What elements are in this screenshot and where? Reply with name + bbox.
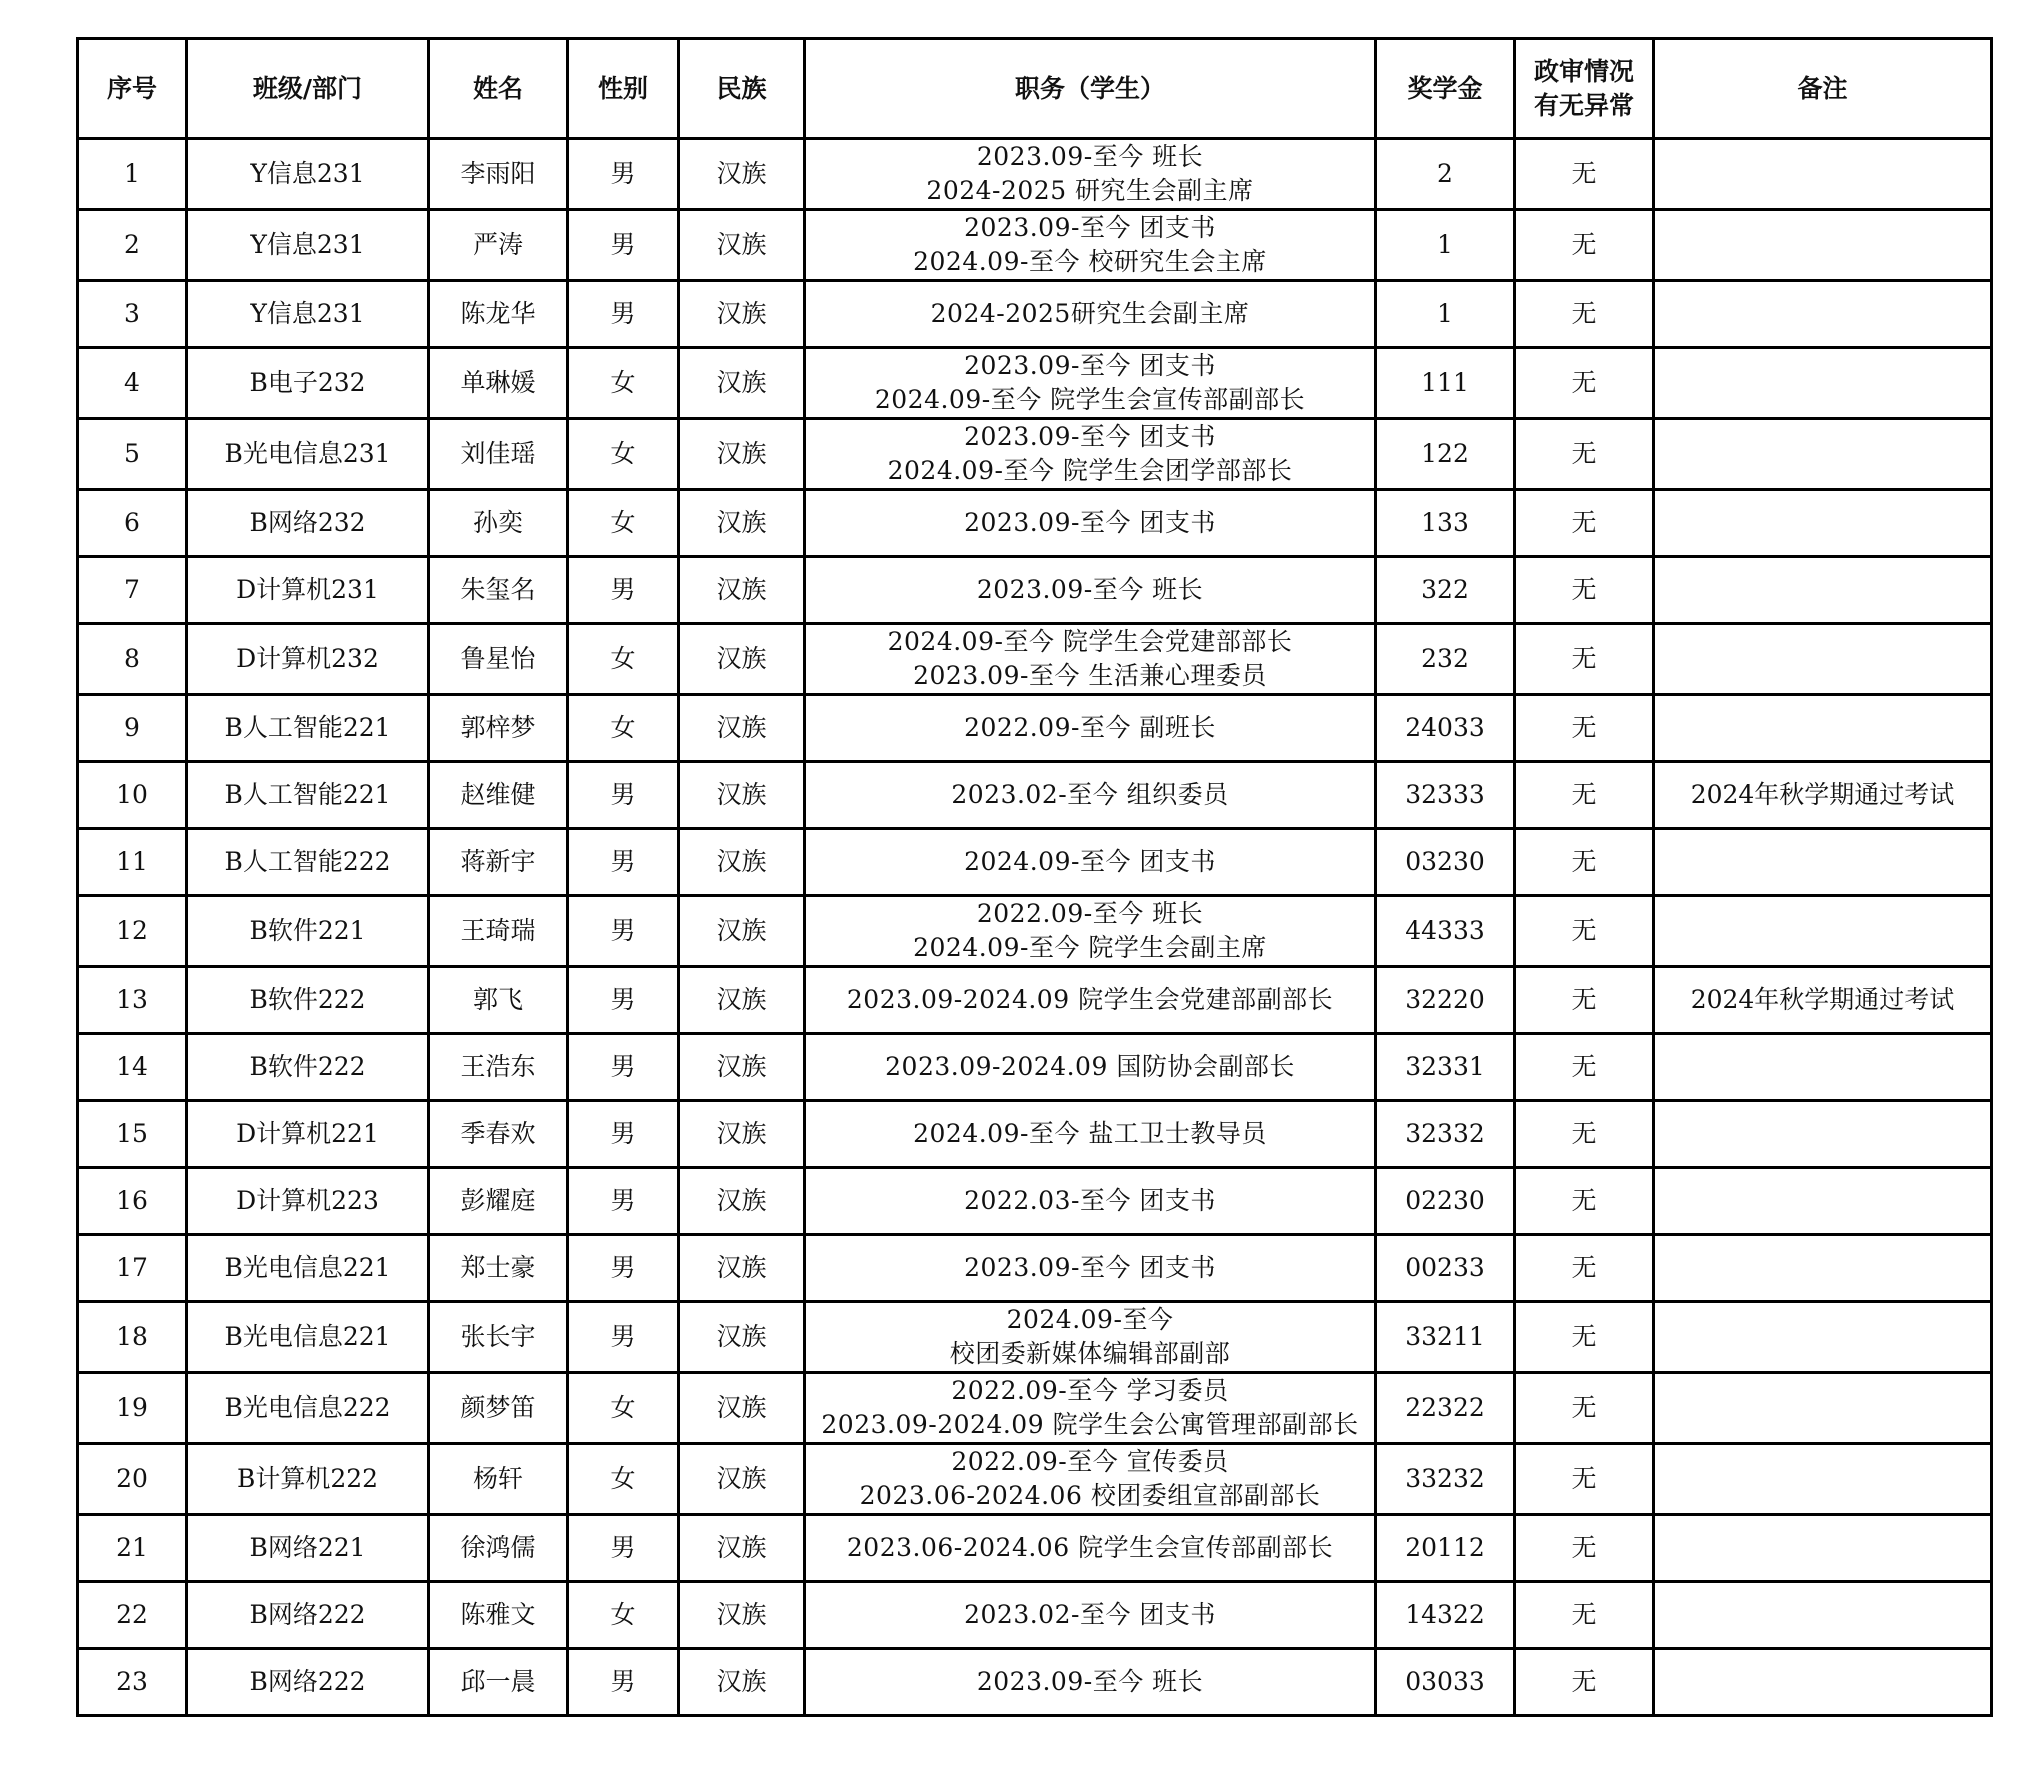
row-duty-cell <box>805 490 1376 557</box>
row-name-cell: 郑士豪 <box>429 1235 568 1302</box>
row-no-cell: 10 <box>78 762 187 829</box>
row-gender-cell: 女 <box>568 348 679 419</box>
row-class-cell: B网络232 <box>187 490 429 557</box>
row-duty-cell <box>805 1649 1376 1716</box>
row-remarks-cell <box>1654 210 1992 281</box>
row-scholarship-cell: 44333 <box>1376 896 1515 967</box>
row-ethnicity-cell: 汉族 <box>679 1444 805 1515</box>
row-class-cell: B计算机222 <box>187 1444 429 1515</box>
duty-line: 2024.09-至今 院学生会团学部部长 <box>887 456 1293 485</box>
row-name-cell: 刘佳瑶 <box>429 419 568 490</box>
row-ethnicity-cell: 汉族 <box>679 967 805 1034</box>
row-ethnicity-cell: 汉族 <box>679 1034 805 1101</box>
row-gender-cell: 男 <box>568 1168 679 1235</box>
row-remarks-cell <box>1654 624 1992 695</box>
row-name-cell: 李雨阳 <box>429 139 568 210</box>
row-no-cell: 18 <box>78 1302 187 1373</box>
row-remarks-cell <box>1654 1235 1992 1302</box>
row-no-cell: 6 <box>78 490 187 557</box>
row-scholarship-cell: 32333 <box>1376 762 1515 829</box>
table-row <box>78 1444 1992 1515</box>
table-row <box>78 695 1992 762</box>
row-gender-cell: 女 <box>568 1582 679 1649</box>
row-ethnicity-cell: 汉族 <box>679 281 805 348</box>
row-name-cell: 鲁星怡 <box>429 624 568 695</box>
row-duty-cell <box>805 1515 1376 1582</box>
row-ethnicity-cell: 汉族 <box>679 210 805 281</box>
row-ethnicity-cell: 汉族 <box>679 1373 805 1444</box>
duty-line: 2024-2025研究生会副主席 <box>930 299 1250 328</box>
header-political-review-line-2: 有无异常 <box>1533 90 1634 120</box>
row-name-cell: 张长宇 <box>429 1302 568 1373</box>
row-class-cell: Y信息231 <box>187 139 429 210</box>
table-row <box>78 557 1992 624</box>
header-political-review <box>1515 39 1654 139</box>
row-no-cell: 8 <box>78 624 187 695</box>
row-scholarship-cell: 322 <box>1376 557 1515 624</box>
row-duty-cell <box>805 139 1376 210</box>
row-scholarship-cell: 1 <box>1376 210 1515 281</box>
row-duty-cell <box>805 281 1376 348</box>
table-row <box>78 896 1992 967</box>
row-scholarship-cell: 20112 <box>1376 1515 1515 1582</box>
duty-line: 2022.09-至今 副班长 <box>964 713 1216 742</box>
table-row <box>78 624 1992 695</box>
row-remarks-cell <box>1654 695 1992 762</box>
row-political-review-cell: 无 <box>1515 1168 1654 1235</box>
row-class-cell: B软件222 <box>187 1034 429 1101</box>
row-no-cell: 23 <box>78 1649 187 1716</box>
row-political-review-cell: 无 <box>1515 695 1654 762</box>
row-remarks-cell <box>1654 419 1992 490</box>
row-class-cell: Y信息231 <box>187 210 429 281</box>
duty-line: 2023.09-至今 生活兼心理委员 <box>913 661 1267 690</box>
table-row <box>78 1582 1992 1649</box>
row-duty-cell <box>805 1034 1376 1101</box>
row-remarks-cell <box>1654 1168 1992 1235</box>
row-name-cell: 颜梦笛 <box>429 1373 568 1444</box>
row-remarks-cell <box>1654 829 1992 896</box>
table-row <box>78 1373 1992 1444</box>
row-name-cell: 朱玺名 <box>429 557 568 624</box>
student-cadre-table <box>76 37 1993 1717</box>
row-name-cell: 邱一晨 <box>429 1649 568 1716</box>
table-row <box>78 1649 1992 1716</box>
duty-line: 2023.09-至今 团支书 <box>964 1253 1216 1282</box>
row-gender-cell: 男 <box>568 1649 679 1716</box>
header-gender: 性别 <box>568 39 679 139</box>
row-scholarship-cell: 133 <box>1376 490 1515 557</box>
row-name-cell: 孙奕 <box>429 490 568 557</box>
row-duty-cell <box>805 896 1376 967</box>
row-gender-cell: 男 <box>568 1101 679 1168</box>
row-scholarship-cell: 02230 <box>1376 1168 1515 1235</box>
duty-line: 2023.06-2024.06 校团委组宣部副部长 <box>859 1481 1321 1510</box>
row-remarks-cell <box>1654 1444 1992 1515</box>
row-name-cell: 杨轩 <box>429 1444 568 1515</box>
row-class-cell: B光电信息221 <box>187 1302 429 1373</box>
row-remarks-cell <box>1654 557 1992 624</box>
duty-line: 2024.09-至今 <box>1006 1305 1174 1334</box>
row-duty-cell <box>805 419 1376 490</box>
row-ethnicity-cell: 汉族 <box>679 419 805 490</box>
row-political-review-cell: 无 <box>1515 1235 1654 1302</box>
row-name-cell: 蒋新宇 <box>429 829 568 896</box>
row-political-review-cell: 无 <box>1515 896 1654 967</box>
row-class-cell: B人工智能222 <box>187 829 429 896</box>
table-row <box>78 967 1992 1034</box>
header-political-review-line-1: 政审情况 <box>1533 56 1634 86</box>
row-ethnicity-cell: 汉族 <box>679 348 805 419</box>
row-ethnicity-cell: 汉族 <box>679 829 805 896</box>
row-scholarship-cell: 00233 <box>1376 1235 1515 1302</box>
row-name-cell: 单琳媛 <box>429 348 568 419</box>
row-scholarship-cell: 33232 <box>1376 1444 1515 1515</box>
duty-line: 2024-2025 研究生会副主席 <box>926 176 1254 205</box>
header-ethnicity: 民族 <box>679 39 805 139</box>
row-class-cell: D计算机221 <box>187 1101 429 1168</box>
row-duty-cell <box>805 829 1376 896</box>
row-duty-cell <box>805 1302 1376 1373</box>
row-duty-cell <box>805 210 1376 281</box>
row-no-cell: 7 <box>78 557 187 624</box>
table-row <box>78 1302 1992 1373</box>
duty-line: 2024.09-至今 院学生会党建部部长 <box>887 627 1293 656</box>
row-duty-cell <box>805 1168 1376 1235</box>
row-duty-cell <box>805 695 1376 762</box>
table-row <box>78 1235 1992 1302</box>
row-remarks-cell <box>1654 1034 1992 1101</box>
row-political-review-cell: 无 <box>1515 348 1654 419</box>
row-name-cell: 陈龙华 <box>429 281 568 348</box>
table-row <box>78 1034 1992 1101</box>
row-no-cell: 15 <box>78 1101 187 1168</box>
row-ethnicity-cell: 汉族 <box>679 624 805 695</box>
row-scholarship-cell: 122 <box>1376 419 1515 490</box>
row-gender-cell: 男 <box>568 762 679 829</box>
row-gender-cell: 男 <box>568 896 679 967</box>
row-no-cell: 16 <box>78 1168 187 1235</box>
duty-line: 2023.09-至今 团支书 <box>964 508 1216 537</box>
table-row <box>78 829 1992 896</box>
row-gender-cell: 男 <box>568 1034 679 1101</box>
row-scholarship-cell: 1 <box>1376 281 1515 348</box>
row-scholarship-cell: 22322 <box>1376 1373 1515 1444</box>
duty-line: 2024.09-至今 院学生会副主席 <box>913 933 1267 962</box>
row-gender-cell: 男 <box>568 210 679 281</box>
table-row <box>78 139 1992 210</box>
row-class-cell: D计算机223 <box>187 1168 429 1235</box>
row-gender-cell: 男 <box>568 139 679 210</box>
table-row <box>78 1515 1992 1582</box>
row-political-review-cell: 无 <box>1515 1649 1654 1716</box>
row-duty-cell <box>805 624 1376 695</box>
row-gender-cell: 女 <box>568 624 679 695</box>
row-duty-cell <box>805 557 1376 624</box>
table-row <box>78 348 1992 419</box>
row-gender-cell: 女 <box>568 490 679 557</box>
row-ethnicity-cell: 汉族 <box>679 1302 805 1373</box>
row-name-cell: 王琦瑞 <box>429 896 568 967</box>
row-gender-cell: 男 <box>568 967 679 1034</box>
row-no-cell: 17 <box>78 1235 187 1302</box>
duty-line: 2023.09-2024.09 国防协会副部长 <box>885 1052 1295 1081</box>
row-ethnicity-cell: 汉族 <box>679 1235 805 1302</box>
row-remarks-cell <box>1654 1515 1992 1582</box>
table-header-row <box>78 39 1992 139</box>
table-row <box>78 1168 1992 1235</box>
row-name-cell: 彭耀庭 <box>429 1168 568 1235</box>
row-scholarship-cell: 111 <box>1376 348 1515 419</box>
table-row <box>78 281 1992 348</box>
row-political-review-cell: 无 <box>1515 557 1654 624</box>
table-row <box>78 210 1992 281</box>
row-political-review-cell: 无 <box>1515 624 1654 695</box>
duty-line: 2022.09-至今 班长 <box>976 899 1204 928</box>
row-name-cell: 赵维健 <box>429 762 568 829</box>
row-class-cell: B光电信息231 <box>187 419 429 490</box>
row-ethnicity-cell: 汉族 <box>679 695 805 762</box>
row-remarks-cell <box>1654 1582 1992 1649</box>
row-name-cell: 陈雅文 <box>429 1582 568 1649</box>
row-name-cell: 郭梓梦 <box>429 695 568 762</box>
row-scholarship-cell: 14322 <box>1376 1582 1515 1649</box>
row-gender-cell: 女 <box>568 1444 679 1515</box>
row-scholarship-cell: 2 <box>1376 139 1515 210</box>
row-ethnicity-cell: 汉族 <box>679 1168 805 1235</box>
row-gender-cell: 男 <box>568 829 679 896</box>
row-scholarship-cell: 232 <box>1376 624 1515 695</box>
row-class-cell: B光电信息222 <box>187 1373 429 1444</box>
duty-line: 校团委新媒体编辑部副部 <box>949 1339 1231 1368</box>
row-scholarship-cell: 32220 <box>1376 967 1515 1034</box>
row-scholarship-cell: 32332 <box>1376 1101 1515 1168</box>
row-duty-cell <box>805 1582 1376 1649</box>
row-class-cell: B电子232 <box>187 348 429 419</box>
duty-line: 2024.09-至今 校研究生会主席 <box>913 247 1267 276</box>
row-duty-cell <box>805 348 1376 419</box>
row-ethnicity-cell: 汉族 <box>679 1582 805 1649</box>
header-scholarship: 奖学金 <box>1376 39 1515 139</box>
row-gender-cell: 男 <box>568 281 679 348</box>
row-remarks-cell <box>1654 139 1992 210</box>
header-name: 姓名 <box>429 39 568 139</box>
duty-line: 2023.09-至今 团支书 <box>964 213 1216 242</box>
duty-line: 2024.09-至今 盐工卫士教导员 <box>913 1119 1267 1148</box>
duty-line: 2024.09-至今 院学生会宣传部副部长 <box>874 385 1306 414</box>
row-political-review-cell: 无 <box>1515 1444 1654 1515</box>
row-duty-cell <box>805 762 1376 829</box>
duty-line: 2023.09-至今 班长 <box>976 142 1204 171</box>
row-duty-cell <box>805 967 1376 1034</box>
row-political-review-cell: 无 <box>1515 1515 1654 1582</box>
row-ethnicity-cell: 汉族 <box>679 1649 805 1716</box>
row-no-cell: 4 <box>78 348 187 419</box>
row-scholarship-cell: 24033 <box>1376 695 1515 762</box>
row-political-review-cell: 无 <box>1515 210 1654 281</box>
duty-line: 2023.02-至今 团支书 <box>964 1600 1216 1629</box>
row-name-cell: 郭飞 <box>429 967 568 1034</box>
header-remarks: 备注 <box>1654 39 1992 139</box>
row-class-cell: B人工智能221 <box>187 762 429 829</box>
row-scholarship-cell: 33211 <box>1376 1302 1515 1373</box>
row-class-cell: B网络221 <box>187 1515 429 1582</box>
row-political-review-cell: 无 <box>1515 139 1654 210</box>
duty-line: 2023.09-至今 团支书 <box>964 422 1216 451</box>
duty-line: 2022.09-至今 学习委员 <box>951 1376 1229 1405</box>
row-duty-cell <box>805 1235 1376 1302</box>
row-political-review-cell: 无 <box>1515 419 1654 490</box>
row-no-cell: 5 <box>78 419 187 490</box>
row-scholarship-cell: 03230 <box>1376 829 1515 896</box>
row-remarks-cell <box>1654 490 1992 557</box>
row-political-review-cell: 无 <box>1515 1373 1654 1444</box>
duty-line: 2023.02-至今 组织委员 <box>951 780 1229 809</box>
row-class-cell: B网络222 <box>187 1582 429 1649</box>
duty-line: 2023.09-至今 班长 <box>976 575 1204 604</box>
row-duty-cell <box>805 1444 1376 1515</box>
table-row <box>78 419 1992 490</box>
row-name-cell: 季春欢 <box>429 1101 568 1168</box>
row-ethnicity-cell: 汉族 <box>679 762 805 829</box>
row-gender-cell: 女 <box>568 419 679 490</box>
row-ethnicity-cell: 汉族 <box>679 1101 805 1168</box>
row-gender-cell: 男 <box>568 1515 679 1582</box>
row-no-cell: 9 <box>78 695 187 762</box>
row-name-cell: 严涛 <box>429 210 568 281</box>
header-no: 序号 <box>78 39 187 139</box>
row-no-cell: 11 <box>78 829 187 896</box>
header-duty: 职务（学生） <box>805 39 1376 139</box>
row-scholarship-cell: 03033 <box>1376 1649 1515 1716</box>
row-remarks-cell <box>1654 1649 1992 1716</box>
row-remarks-cell <box>1654 348 1992 419</box>
row-gender-cell: 男 <box>568 557 679 624</box>
table-row <box>78 490 1992 557</box>
row-remarks-cell <box>1654 1373 1992 1444</box>
row-political-review-cell: 无 <box>1515 1582 1654 1649</box>
duty-line: 2022.09-至今 宣传委员 <box>951 1447 1229 1476</box>
row-political-review-cell: 无 <box>1515 490 1654 557</box>
duty-line: 2023.09-至今 团支书 <box>964 351 1216 380</box>
row-no-cell: 14 <box>78 1034 187 1101</box>
row-duty-cell <box>805 1373 1376 1444</box>
row-no-cell: 19 <box>78 1373 187 1444</box>
row-class-cell: D计算机231 <box>187 557 429 624</box>
row-ethnicity-cell: 汉族 <box>679 896 805 967</box>
row-class-cell: B软件221 <box>187 896 429 967</box>
row-remarks-cell <box>1654 1101 1992 1168</box>
row-remarks-cell <box>1654 1302 1992 1373</box>
row-no-cell: 3 <box>78 281 187 348</box>
duty-line: 2023.06-2024.06 院学生会宣传部副部长 <box>846 1533 1334 1562</box>
row-political-review-cell: 无 <box>1515 1302 1654 1373</box>
row-ethnicity-cell: 汉族 <box>679 139 805 210</box>
row-political-review-cell: 无 <box>1515 1101 1654 1168</box>
row-class-cell: B网络222 <box>187 1649 429 1716</box>
table-row <box>78 1101 1992 1168</box>
duty-line: 2023.09-2024.09 院学生会党建部副部长 <box>846 985 1334 1014</box>
row-class-cell: B软件222 <box>187 967 429 1034</box>
row-political-review-cell: 无 <box>1515 281 1654 348</box>
row-gender-cell: 女 <box>568 1373 679 1444</box>
row-class-cell: Y信息231 <box>187 281 429 348</box>
row-no-cell: 2 <box>78 210 187 281</box>
header-class: 班级/部门 <box>187 39 429 139</box>
row-no-cell: 1 <box>78 139 187 210</box>
row-ethnicity-cell: 汉族 <box>679 557 805 624</box>
row-ethnicity-cell: 汉族 <box>679 490 805 557</box>
row-remarks-cell: 2024年秋学期通过考试 <box>1654 967 1992 1034</box>
row-gender-cell: 女 <box>568 695 679 762</box>
row-no-cell: 22 <box>78 1582 187 1649</box>
row-no-cell: 21 <box>78 1515 187 1582</box>
row-no-cell: 20 <box>78 1444 187 1515</box>
table-row <box>78 762 1992 829</box>
row-remarks-cell <box>1654 281 1992 348</box>
row-class-cell: B光电信息221 <box>187 1235 429 1302</box>
row-political-review-cell: 无 <box>1515 967 1654 1034</box>
row-remarks-cell: 2024年秋学期通过考试 <box>1654 762 1992 829</box>
row-scholarship-cell: 32331 <box>1376 1034 1515 1101</box>
row-duty-cell <box>805 1101 1376 1168</box>
row-political-review-cell: 无 <box>1515 1034 1654 1101</box>
row-political-review-cell: 无 <box>1515 762 1654 829</box>
row-gender-cell: 男 <box>568 1302 679 1373</box>
row-class-cell: B人工智能221 <box>187 695 429 762</box>
duty-line: 2023.09-2024.09 院学生会公寓管理部副部长 <box>821 1410 1359 1439</box>
row-remarks-cell <box>1654 896 1992 967</box>
row-no-cell: 13 <box>78 967 187 1034</box>
row-political-review-cell: 无 <box>1515 829 1654 896</box>
row-ethnicity-cell: 汉族 <box>679 1515 805 1582</box>
duty-line: 2024.09-至今 团支书 <box>964 847 1216 876</box>
row-name-cell: 王浩东 <box>429 1034 568 1101</box>
row-class-cell: D计算机232 <box>187 624 429 695</box>
duty-line: 2023.09-至今 班长 <box>976 1667 1204 1696</box>
row-no-cell: 12 <box>78 896 187 967</box>
row-gender-cell: 男 <box>568 1235 679 1302</box>
row-name-cell: 徐鸿儒 <box>429 1515 568 1582</box>
duty-line: 2022.03-至今 团支书 <box>964 1186 1216 1215</box>
